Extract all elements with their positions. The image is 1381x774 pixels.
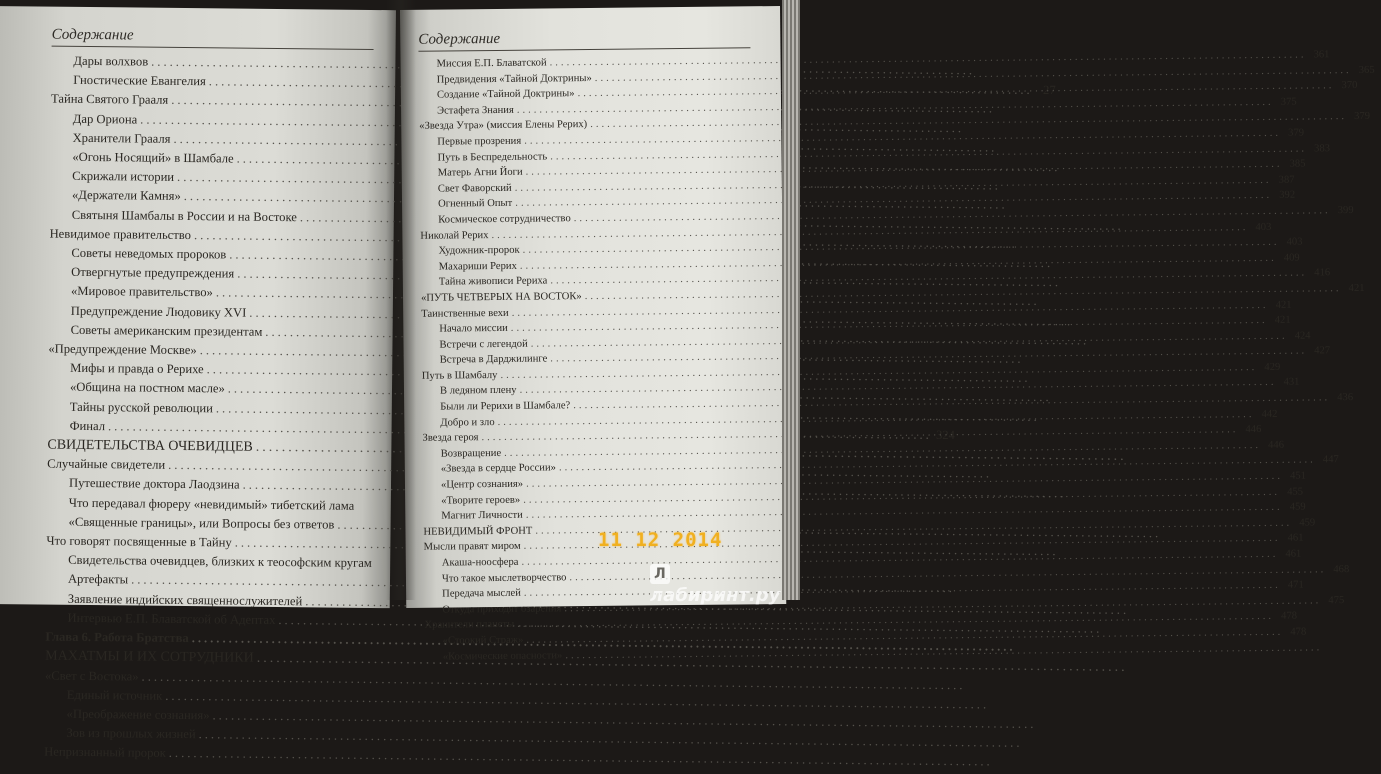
- toc-entry-title: Мифы и правда о Рерихе: [70, 359, 204, 380]
- toc-entry-title: «Свет с Востока»: [45, 666, 139, 686]
- toc-entry-title: Откуда приходят озарения: [442, 601, 561, 618]
- toc-entry-title: «Огонь Носящий» в Шамбале: [72, 148, 233, 169]
- toc-entry-title: Николай Рерих: [420, 228, 488, 244]
- watermark-text: лабиринт.ру: [650, 585, 780, 606]
- toc-entry-title: Что такое мыслетворчество: [442, 570, 567, 587]
- toc-entry-title: Эстафета Знания: [437, 103, 514, 119]
- toc-entry-page: 455: [1283, 484, 1303, 500]
- toc-entry-title: Свидетельства очевидцев, близких к теософским кругам: [68, 551, 372, 573]
- toc-entry-title: «Стоокий Страж»: [443, 633, 524, 649]
- toc-entry-page: 436: [1333, 390, 1353, 406]
- toc-entry-page: 446: [1264, 438, 1284, 454]
- toc-entry-page: 399: [1334, 203, 1354, 219]
- toc-entry-title: «Центр сознания»: [441, 477, 523, 493]
- toc-entry-page: 27: [1036, 81, 1056, 100]
- toc-entry-page: 387: [1274, 172, 1294, 188]
- camera-date-stamp: 11 12 2014: [598, 529, 722, 551]
- toc-entry-title: Путешествие доктора Лаодзина: [69, 474, 240, 495]
- toc-entry-page: 383: [1310, 141, 1330, 157]
- toc-entry-title: Интервью Е.П. Блаватской об Адептах: [67, 609, 275, 630]
- toc-entry-title: Создание «Тайной Доктрины»: [437, 86, 575, 103]
- page-edges: [782, 0, 800, 600]
- toc-entry-title: Возвращение: [441, 446, 502, 462]
- toc-entry-title: Тайна живописи Рериха: [439, 274, 548, 291]
- book-spine-shadow: [386, 0, 416, 600]
- toc-entry-title: Зов из прошлых жизней: [66, 724, 195, 745]
- toc-entry: [44, 743, 366, 766]
- toc-entry-title: «Преображение сознания»: [66, 705, 209, 726]
- toc-entry-page: 361: [1309, 47, 1329, 63]
- toc-entry-page: 365: [1355, 62, 1375, 78]
- toc-entry-page: 421: [1271, 297, 1291, 313]
- toc-entry-title: Свет Фаворский: [438, 181, 512, 197]
- toc-entry-page: 459: [1286, 500, 1306, 516]
- right-page: [400, 6, 786, 608]
- toc-entry-page: 385: [1285, 157, 1305, 173]
- left-page: [0, 6, 396, 608]
- toc-entry-title: Космическое сотрудничество: [438, 211, 571, 228]
- toc-entry-page: 421: [1271, 313, 1291, 329]
- toc-entry-page: 379: [1284, 125, 1304, 141]
- toc-entry-title: Путь в Беспредельность: [437, 149, 547, 166]
- toc-entry-page: 409: [1280, 250, 1300, 266]
- toc-entry-title: Первые прозрения: [437, 134, 521, 150]
- toc-entry-title: Отвергнутые предупреждения: [71, 263, 234, 284]
- toc-entry-title: Предвидения «Тайной Доктрины»: [437, 71, 592, 88]
- toc-entry-title: Начало миссии: [439, 321, 508, 337]
- toc-entry-title: Советы американским президентам: [71, 321, 263, 342]
- toc-entry-title: Единый источник: [67, 686, 163, 706]
- toc-entry-title: Хранители планеты: [424, 617, 514, 634]
- toc-entry-title: Святыня Шамбалы в России и на Востоке: [72, 205, 297, 227]
- toc-entry-page: 427: [1310, 344, 1330, 360]
- toc-entry-title: Таинственные вехи: [421, 305, 509, 322]
- toc-entry-title: Путь в Шамбалу: [422, 368, 498, 384]
- toc-entry-title: Глава 6. Работа Братства: [45, 628, 189, 649]
- toc-entry-title: МАХАТМЫ И ИХ СОТРУДНИКИ: [45, 647, 254, 668]
- toc-entry-title: Непризнанный пророк: [44, 743, 166, 763]
- toc-entry-title: Тайны русской революции: [70, 397, 213, 418]
- toc-entry-page: 475: [1324, 593, 1344, 609]
- toc-entry-title: Артефакты: [68, 570, 128, 590]
- toc-entry-title: Добро и зло: [440, 415, 494, 431]
- toc-entry-title: Заявление индийских священнослужителей: [68, 589, 303, 611]
- toc-entry-title: Акаша-ноосфера: [442, 555, 519, 571]
- toc-entry-title: «Космические опасности»: [443, 648, 563, 665]
- toc-entry-page: 451: [1286, 469, 1306, 485]
- watermark: [650, 564, 800, 606]
- toc-entry-title: Встреча в Дарджилинге: [440, 352, 548, 369]
- toc-entry-title: «Священные границы», или Вопросы без ответов: [68, 513, 334, 535]
- toc-entry-page: 379: [1350, 109, 1370, 125]
- toc-entry-page: 468: [1329, 562, 1349, 578]
- toc-entry-title: Дары волхвов: [73, 52, 148, 72]
- left-toc-list: [44, 52, 373, 766]
- toc-entry-page: 403: [1282, 235, 1302, 251]
- toc-entry-page: 370: [1337, 78, 1357, 94]
- toc-entry-title: «Держатели Камня»: [72, 186, 181, 206]
- toc-entry-page: 446: [1241, 422, 1261, 438]
- labirint-logo-icon: Л: [650, 564, 670, 584]
- toc-entry-title: Матерь Агни Йоги: [438, 165, 523, 181]
- toc-entry-title: Хранители Грааля: [73, 129, 171, 149]
- toc-entry-title: Махариши Рерих: [439, 258, 517, 274]
- toc-entry-title: В ледяном плену: [440, 383, 517, 399]
- toc-entry-title: Случайные свидетели: [47, 455, 165, 475]
- toc-entry-title: «ПУТЬ ЧЕТВЕРЫХ НА ВОСТОК»: [421, 289, 582, 306]
- left-page-header: Содержание: [52, 27, 374, 50]
- toc-entry-page: 424: [1290, 328, 1310, 344]
- toc-entry-title: «Звезда в сердце России»: [441, 461, 556, 478]
- toc-entry-title: Встречи с легендой: [439, 336, 527, 353]
- toc-entry-title: Что передавал фюреру «невидимый» тибетский лама: [69, 493, 355, 515]
- toc-entry-title: «Предупреждение Москве»: [48, 340, 197, 361]
- toc-entry-title: Дар Ориона: [73, 109, 138, 129]
- toc-entry-title: «Община на постном масле»: [70, 378, 225, 399]
- toc-entry-title: Передача мыслей: [442, 586, 521, 602]
- toc-entry-title: НЕВИДИМЫЙ ФРОНТ: [423, 523, 532, 540]
- toc-entry-page: 461: [1281, 547, 1301, 563]
- toc-entry-title: СВИДЕТЕЛЬСТВА ОЧЕВИДЦЕВ: [47, 436, 253, 457]
- toc-entry-page: 375: [1277, 94, 1297, 110]
- toc-entry-page: 461: [1283, 531, 1303, 547]
- toc-entry-title: «Звезда Утра» (миссия Елены Рерих): [419, 117, 587, 134]
- toc-entry-page: 447: [1319, 453, 1339, 469]
- toc-entry-page: 471: [1284, 578, 1304, 594]
- toc-entry-page: 478: [1286, 624, 1306, 640]
- toc-entry-title: Магнит Личности: [441, 508, 523, 524]
- toc-entry-title: «Творите героев»: [441, 492, 520, 508]
- toc-entry-title: Огненный Опыт: [438, 196, 512, 212]
- right-page-header: Содержание: [418, 28, 750, 51]
- toc-entry-page: 324: [935, 426, 955, 445]
- toc-entry-page: 416: [1310, 266, 1330, 282]
- toc-entry-title: Предупреждение Людовику XVI: [71, 301, 247, 322]
- toc-entry-title: Невидимое правительство: [50, 224, 192, 245]
- toc-entry-page: 431: [1279, 375, 1299, 391]
- toc-entry-title: Скрижали истории: [72, 167, 174, 187]
- toc-entry-page: 442: [1257, 406, 1277, 422]
- toc-entry-title: Миссия Е.П. Блаватской: [437, 55, 547, 72]
- toc-entry-title: Звезда героя: [422, 430, 478, 446]
- toc-entry-page: 421: [1344, 281, 1364, 297]
- toc-entry-title: Художник-пророк: [438, 243, 519, 259]
- toc-entry-title: Гностические Евангелия: [73, 71, 206, 92]
- toc-entry-title: «Мировое правительство»: [71, 282, 213, 303]
- toc-entry-page: 478: [1277, 609, 1297, 625]
- toc-entry-title: Финал: [70, 417, 106, 437]
- toc-entry-title: Были ли Рерихи в Шамбале?: [440, 398, 570, 415]
- toc-entry-page: 403: [1251, 219, 1271, 235]
- toc-entry-page: 459: [1295, 515, 1315, 531]
- toc-entry-page: 392: [1275, 188, 1295, 204]
- toc-entry-title: Тайна Святого Грааля: [51, 90, 168, 110]
- toc-entry-title: Мысли правят миром: [424, 539, 521, 556]
- toc-entry-title: Советы неведомых пророков: [71, 244, 226, 265]
- toc-entry-page: 429: [1260, 360, 1280, 376]
- toc-entry-title: Что говорят посвященные в Тайну: [46, 532, 232, 553]
